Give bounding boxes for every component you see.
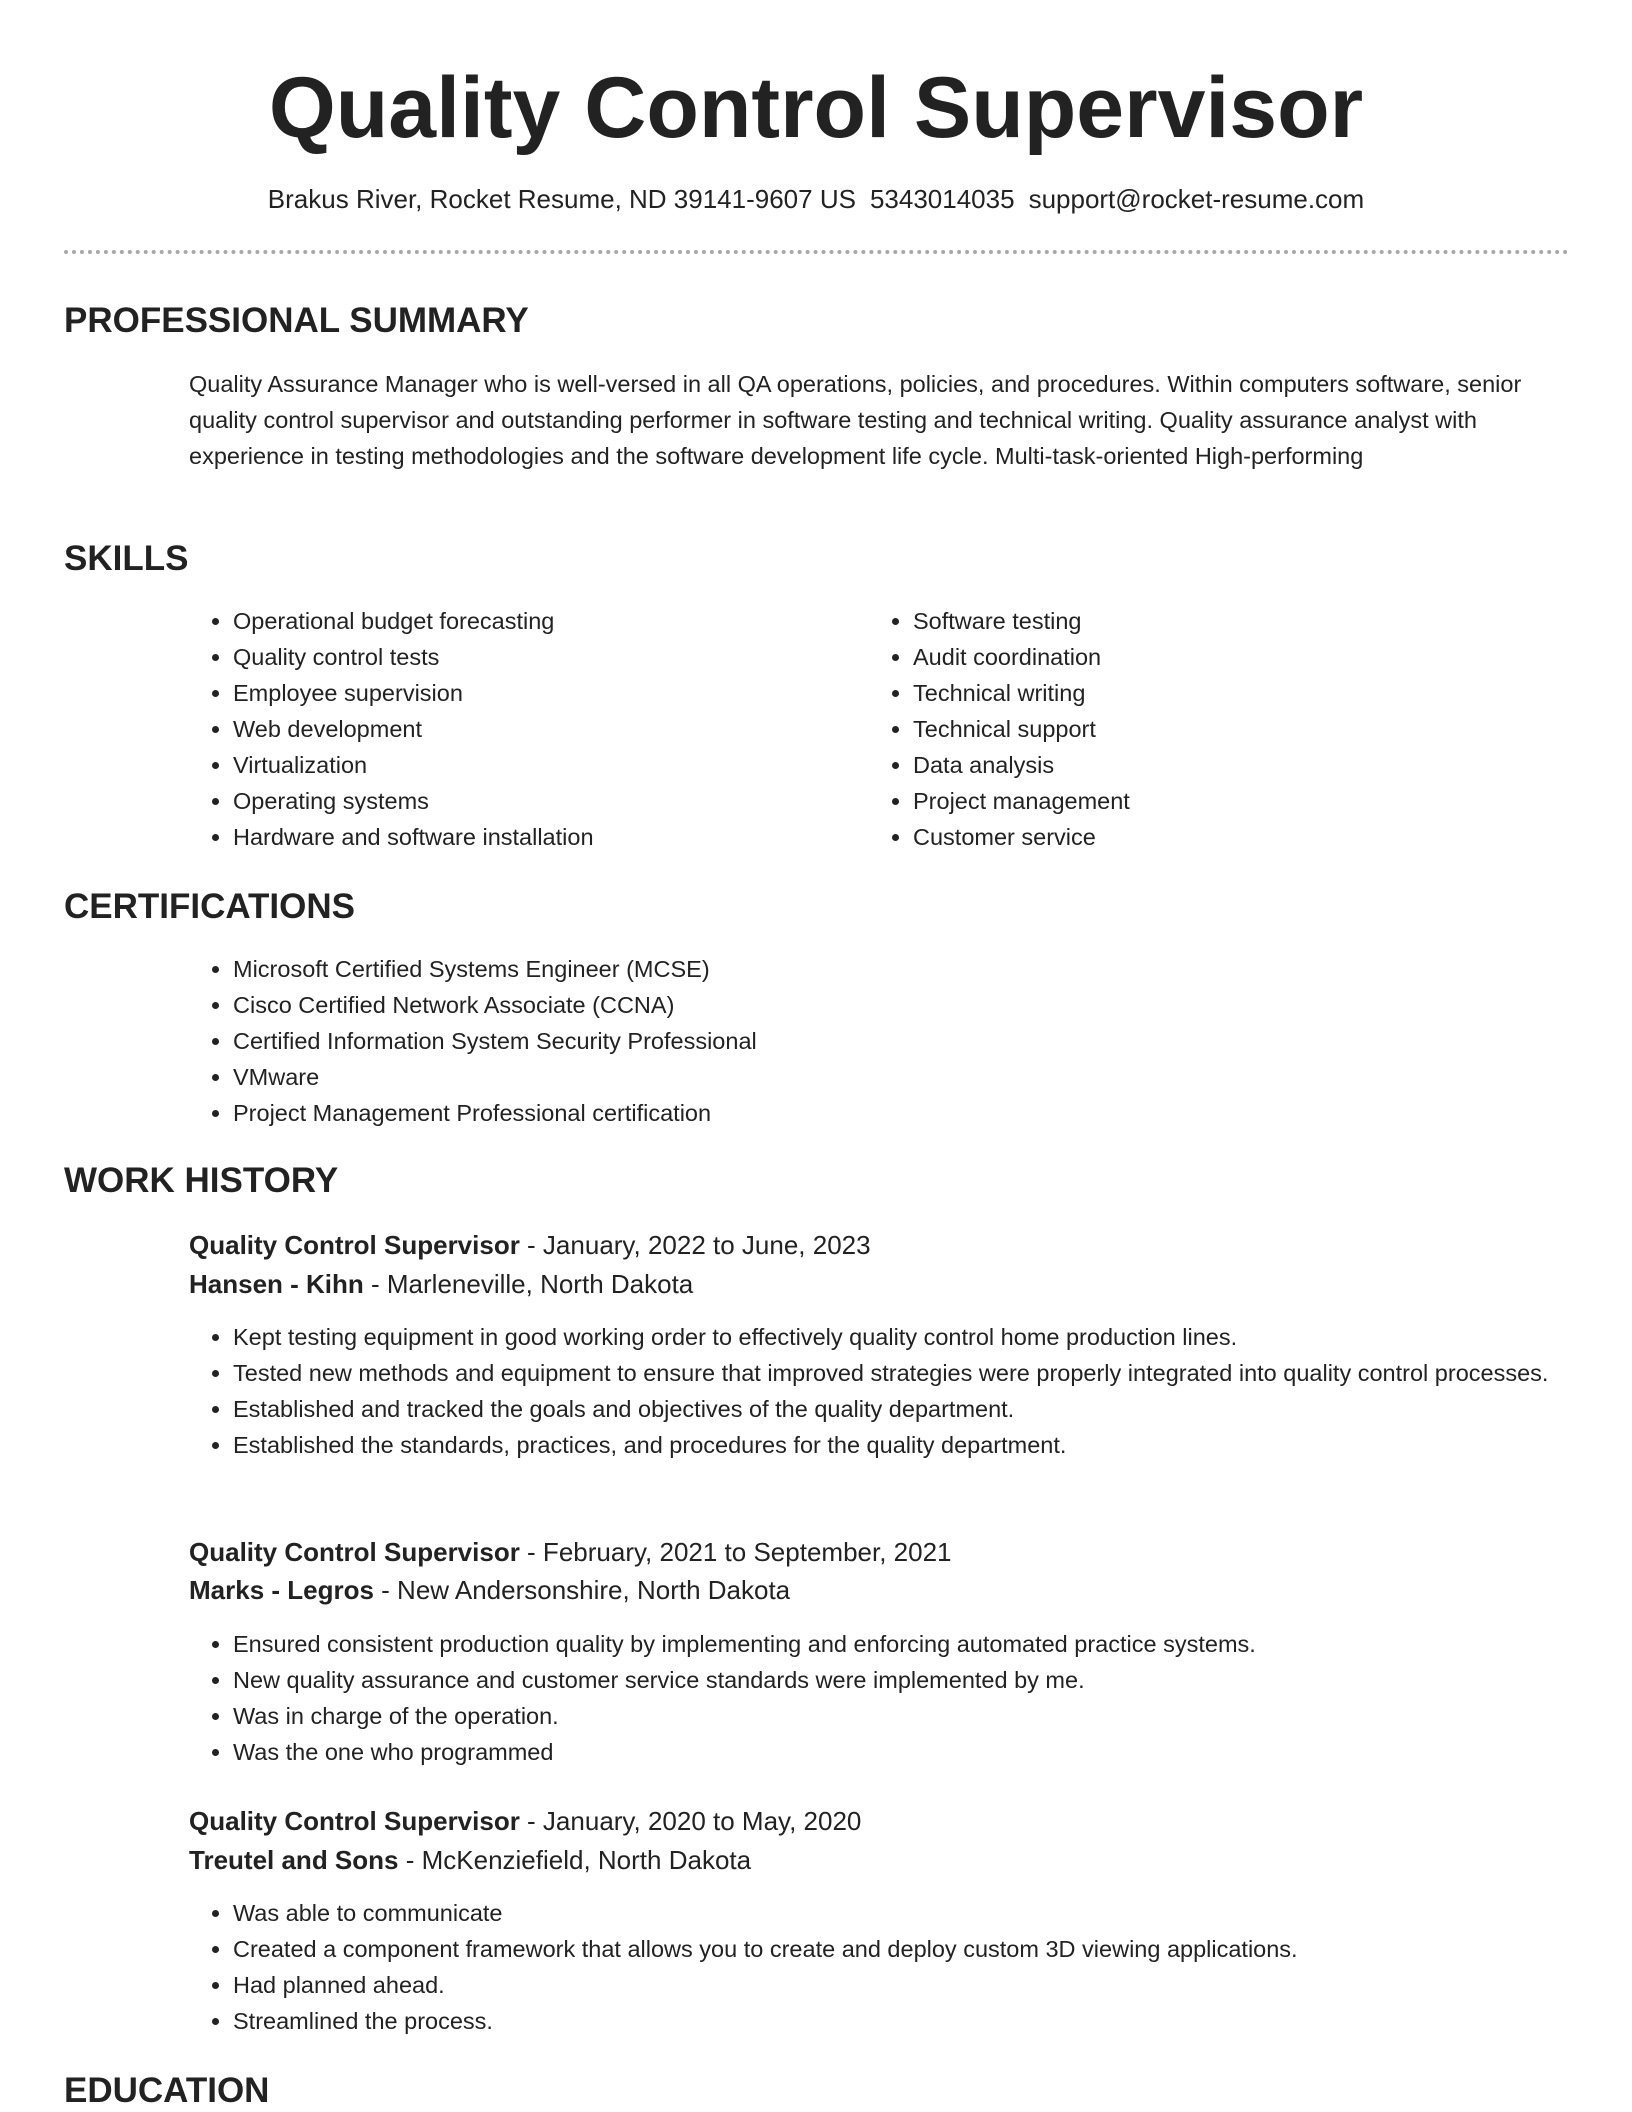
job-location: - Marleneville, North Dakota bbox=[363, 1269, 694, 1299]
section-title-certifications: CERTIFICATIONS bbox=[64, 887, 356, 926]
job-bullets bbox=[189, 1895, 1598, 2039]
list-item: • Established and tracked the goals and objectives of the quality department. bbox=[233, 1391, 1598, 1427]
list-item: • Data analysis bbox=[913, 747, 1513, 783]
contact-phone: 5343014035 bbox=[869, 184, 1015, 214]
header-divider bbox=[64, 250, 1569, 254]
list-item: • Employee supervision bbox=[233, 675, 833, 711]
job-location: - McKenziefield, North Dakota bbox=[398, 1845, 752, 1875]
certifications-list bbox=[189, 951, 1533, 1131]
list-item: • Created a component framework that allows you to create and deploy custom 3D viewing applications. bbox=[233, 1931, 1598, 1967]
list-item: • Cisco Certified Network Associate (CCNA) bbox=[233, 987, 1533, 1023]
skills-list-right bbox=[869, 603, 1513, 855]
list-item: • VMware bbox=[233, 1059, 1533, 1095]
job-company: Hansen - Kihn bbox=[189, 1269, 364, 1299]
job-dates: - January, 2022 to June, 2023 bbox=[519, 1230, 871, 1260]
list-item: • Technical support bbox=[913, 711, 1513, 747]
list-item: • Project Management Professional certification bbox=[233, 1095, 1533, 1131]
list-item: • Web development bbox=[233, 711, 833, 747]
list-item: • Certified Information System Security Professional bbox=[233, 1023, 1533, 1059]
section-title-education: EDUCATION bbox=[64, 2071, 270, 2110]
list-item: • Streamlined the process. bbox=[233, 2003, 1598, 2039]
list-item: • Quality control tests bbox=[233, 639, 833, 675]
list-item: • Was able to communicate bbox=[233, 1895, 1598, 1931]
list-item: • Operational budget forecasting bbox=[233, 603, 833, 639]
job-company-line bbox=[189, 1265, 693, 1303]
job-location: - New Andersonshire, North Dakota bbox=[373, 1575, 791, 1605]
list-item: • Microsoft Certified Systems Engineer (MCSE) bbox=[233, 951, 1533, 987]
job-role-line bbox=[189, 1226, 871, 1264]
job-company: Treutel and Sons bbox=[189, 1845, 399, 1875]
candidate-name: Quality Control Supervisor bbox=[268, 60, 1364, 156]
job-company-line bbox=[189, 1571, 790, 1609]
job-role: Quality Control Supervisor bbox=[189, 1806, 520, 1836]
list-item: • Technical writing bbox=[913, 675, 1513, 711]
list-item: • Virtualization bbox=[233, 747, 833, 783]
list-item: • Established the standards, practices, and procedures for the quality department. bbox=[233, 1427, 1598, 1463]
skills-list-left bbox=[189, 603, 833, 855]
section-title-summary: PROFESSIONAL SUMMARY bbox=[64, 301, 529, 340]
job-company: Marks - Legros bbox=[189, 1575, 374, 1605]
list-item: • Operating systems bbox=[233, 783, 833, 819]
job-bullets bbox=[189, 1626, 1598, 1770]
job-role: Quality Control Supervisor bbox=[189, 1230, 520, 1260]
list-item: • Tested new methods and equipment to ensure that improved strategies were properly integrated into quality control processes. bbox=[233, 1355, 1598, 1391]
list-item: • Customer service bbox=[913, 819, 1513, 855]
list-item: • Software testing bbox=[913, 603, 1513, 639]
contact-address: Brakus River, Rocket Resume, ND 39141-9607 US bbox=[267, 184, 856, 214]
job-role: Quality Control Supervisor bbox=[189, 1537, 520, 1567]
list-item: • Kept testing equipment in good working order to effectively quality control home production lines. bbox=[233, 1319, 1598, 1355]
summary-text: Quality Assurance Manager who is well-versed in all QA operations, policies, and procedures. Within computers software, senior quality control supervisor and outstanding performer in software testing and technical writing. Quality assurance analyst with experience in testing methodologies and the software development life cycle. Multi-task-oriented High-performing bbox=[189, 371, 1522, 469]
job-dates: - February, 2021 to September, 2021 bbox=[519, 1537, 952, 1567]
job-dates: - January, 2020 to May, 2020 bbox=[519, 1806, 862, 1836]
list-item: • Hardware and software installation bbox=[233, 819, 833, 855]
section-title-work-history: WORK HISTORY bbox=[64, 1161, 339, 1200]
contact-email: support@rocket-resume.com bbox=[1028, 184, 1365, 214]
list-item: • Was in charge of the operation. bbox=[233, 1698, 1598, 1734]
job-company-line bbox=[189, 1841, 751, 1879]
list-item: • Had planned ahead. bbox=[233, 1967, 1598, 2003]
job-role-line bbox=[189, 1533, 952, 1571]
job-bullets bbox=[189, 1319, 1598, 1463]
list-item: • Was the one who programmed bbox=[233, 1734, 1598, 1770]
list-item: • Audit coordination bbox=[913, 639, 1513, 675]
job-role-line bbox=[189, 1802, 861, 1840]
contact-line bbox=[0, 182, 1632, 216]
section-title-skills: SKILLS bbox=[64, 539, 189, 578]
list-item: • Ensured consistent production quality by implementing and enforcing automated practice systems. bbox=[233, 1626, 1598, 1662]
list-item: • New quality assurance and customer service standards were implemented by me. bbox=[233, 1662, 1598, 1698]
list-item: • Project management bbox=[913, 783, 1513, 819]
